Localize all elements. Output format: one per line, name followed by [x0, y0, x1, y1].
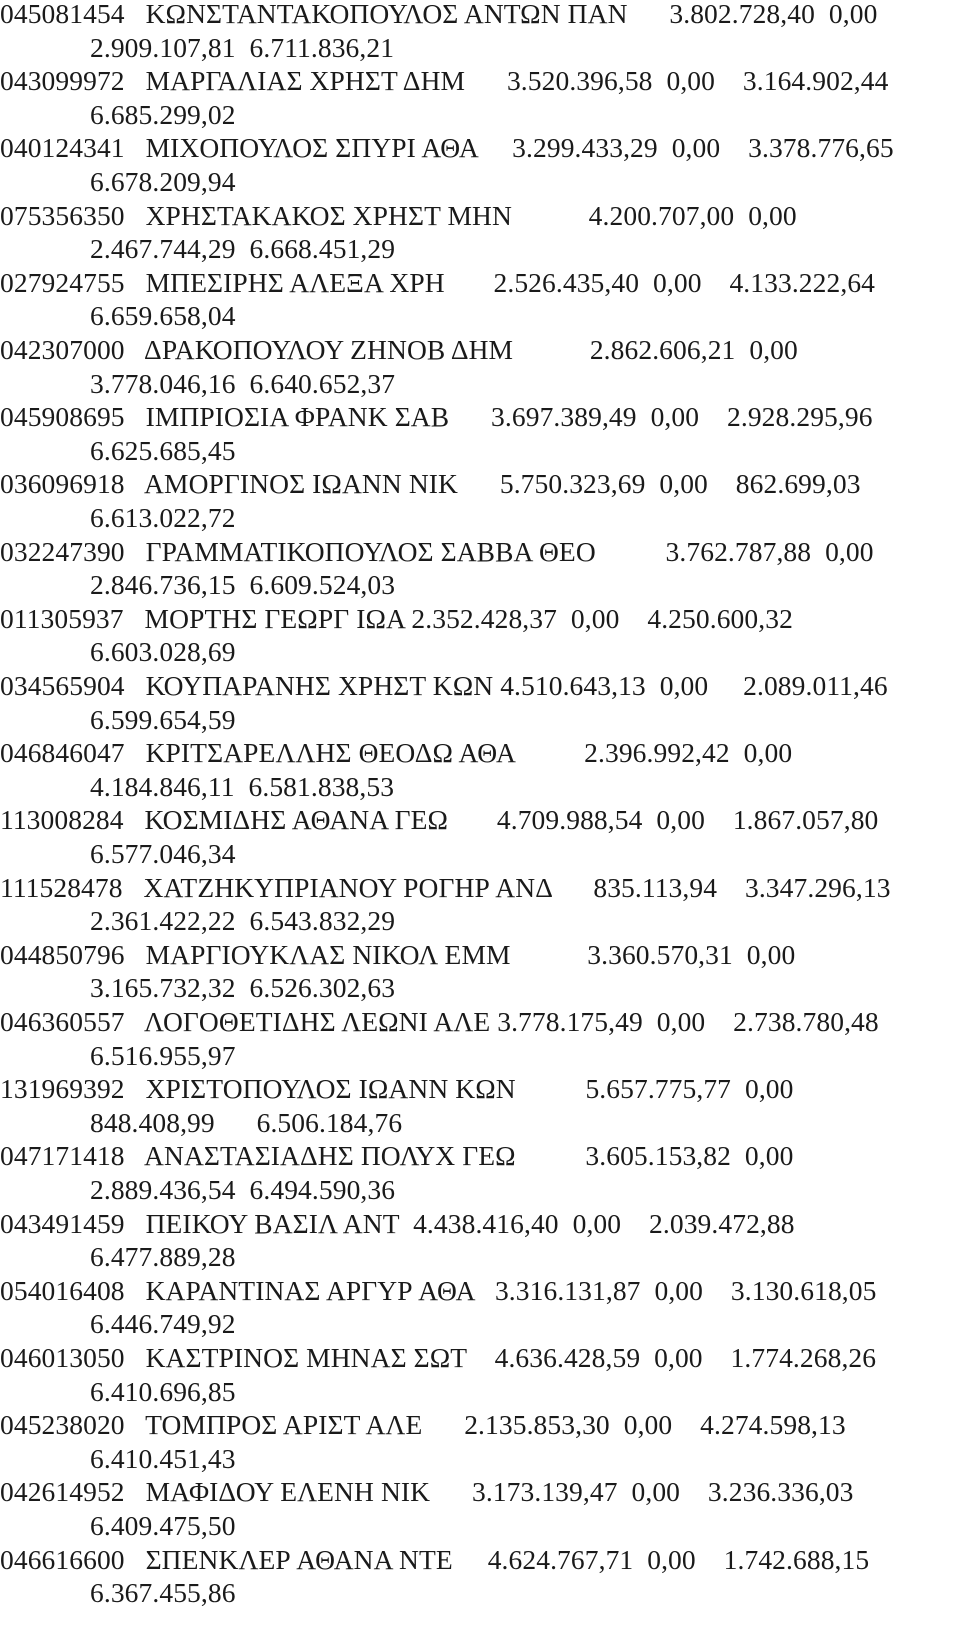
- record-line-main: 131969392 ΧΡΙΣΤΟΠΟΥΛΟΣ ΙΩΑΝΝ ΚΩΝ 5.657.775,77 0,00: [0, 1073, 794, 1105]
- record-line-continuation: 2.846.736,15 6.609.524,03: [90, 569, 396, 601]
- record-line-continuation: 6.446.749,92: [90, 1308, 236, 1340]
- record-line-continuation: 6.516.955,97: [90, 1039, 236, 1071]
- record-line-continuation: 6.678.209,94: [90, 166, 236, 197]
- record-line-continuation: 6.410.696,85: [90, 1375, 236, 1407]
- record-line-continuation: 848.408,99 6.506.184,76: [90, 1106, 403, 1138]
- record-line-main: 111528478 ΧΑΤΖΗΚΥΠΡΙΑΝΟΥ ΡΟΓΗΡ ΑΝΔ 835.113,94 3.347.296,13: [0, 871, 891, 903]
- record-line-main: 046846047 ΚΡΙΤΣΑΡΕΛΛΗΣ ΘΕΟΔΩ ΑΘΑ 2.396.992,42 0,00: [0, 737, 793, 769]
- record-line-continuation: 6.410.451,43: [90, 1442, 236, 1474]
- record-line-main: 113008284 ΚΟΣΜΙΔΗΣ ΑΘΑΝΑ ΓΕΩ 4.709.988,54 0,00 1.867.057,80: [0, 804, 879, 836]
- record-line-continuation: 2.467.744,29 6.668.451,29: [90, 233, 396, 265]
- record-line-main: 042307000 ΔΡΑΚΟΠΟΥΛΟΥ ΖΗΝΟΒ ΔΗΜ 2.862.606,21 0,00: [0, 334, 798, 365]
- record-line-continuation: 3.165.732,32 6.526.302,63: [90, 972, 396, 1004]
- record-line-continuation: 6.603.028,69: [90, 636, 236, 668]
- record-line-main: 032247390 ΓΡΑΜΜΑΤΙΚΟΠΟΥΛΟΣ ΣΑΒΒΑ ΘΕΟ 3.762.787,88 0,00: [0, 535, 874, 567]
- record-line-continuation: 4.184.846,11 6.581.838,53: [90, 770, 395, 802]
- record-line-continuation: 2.909.107,81 6.711.836,21: [90, 31, 395, 63]
- record-line-main: 043491459 ΠΕΙΚΟΥ ΒΑΣΙΛ ΑΝΤ 4.438.416,40 0,00 2.039.472,88: [0, 1207, 795, 1239]
- record-line-main: 011305937 ΜΟΡΤΗΣ ΓΕΩΡΓ ΙΩΑ 2.352.428,37 0,00 4.250.600,32: [0, 602, 793, 634]
- record-line-main: 046616600 ΣΠΕΝΚΛΕΡ ΑΘΑΝΑ ΝΤΕ 4.624.767,71 0,00 1.742.688,15: [0, 1543, 870, 1575]
- record-line-continuation: 6.477.889,28: [90, 1241, 236, 1273]
- record-line-continuation: 6.685.299,02: [90, 98, 236, 130]
- record-line-main: 045238020 ΤΟΜΠΡΟΣ ΑΡΙΣΤ ΑΛΕ 2.135.853,30 0,00 4.274.598,13: [0, 1409, 846, 1441]
- record-line-main: 054016408 ΚΑΡΑΝΤΙΝΑΣ ΑΡΓΥΡ ΑΘΑ 3.316.131,87 0,00 3.130.618,05: [0, 1274, 877, 1306]
- record-line-continuation: 3.778.046,16 6.640.652,37: [90, 367, 396, 399]
- record-line-main: 042614952 ΜΑΦΙΔΟΥ ΕΛΕΝΗ ΝΙΚ 3.173.139,47 0,00 3.236.336,03: [0, 1476, 854, 1508]
- record-line-main: 027924755 ΜΠΕΣΙΡΗΣ ΑΛΕΞΑ ΧΡΗ 2.526.435,40 0,00 4.133.222,64: [0, 266, 876, 298]
- record-line-main: 046360557 ΛΟΓΟΘΕΤΙΔΗΣ ΛΕΩΝΙ ΑΛΕ 3.778.175,49 0,00 2.738.780,48: [0, 1006, 879, 1037]
- record-line-continuation: 6.409.475,50: [90, 1510, 236, 1541]
- record-line-continuation: 2.889.436,54 6.494.590,36: [90, 1174, 396, 1205]
- record-line-continuation: 2.361.422,22 6.543.832,29: [90, 905, 396, 937]
- record-line-main: 047171418 ΑΝΑΣΤΑΣΙΑΔΗΣ ΠΟΛΥΧ ΓΕΩ 3.605.153,82 0,00: [0, 1140, 794, 1172]
- record-line-continuation: 6.659.658,04: [90, 300, 236, 332]
- record-line-continuation: 6.625.685,45: [90, 434, 236, 466]
- record-line-continuation: 6.367.455,86: [90, 1577, 236, 1609]
- record-line-main: 034565904 ΚΟΥΠΑΡΑΝΗΣ ΧΡΗΣΤ ΚΩΝ 4.510.643,13 0,00 2.089.011,46: [0, 670, 888, 701]
- record-line-continuation: 6.577.046,34: [90, 838, 236, 869]
- record-line-main: 045908695 ΙΜΠΡΙΟΣΙΑ ΦΡΑΝΚ ΣΑΒ 3.697.389,49 0,00 2.928.295,96: [0, 401, 873, 433]
- record-line-main: 043099972 ΜΑΡΓΑΛΙΑΣ ΧΡΗΣΤ ΔΗΜ 3.520.396,58 0,00 3.164.902,44: [0, 65, 889, 97]
- record-line-continuation: 6.599.654,59: [90, 703, 236, 735]
- record-line-main: 036096918 ΑΜΟΡΓΙΝΟΣ ΙΩΑΝΝ ΝΙΚ 5.750.323,69 0,00 862.699,03: [0, 468, 861, 500]
- record-line-main: 044850796 ΜΑΡΓΙΟΥΚΛΑΣ ΝΙΚΟΛ ΕΜΜ 3.360.570,31 0,00: [0, 938, 796, 970]
- record-line-main: 075356350 ΧΡΗΣΤΑΚΑΚΟΣ ΧΡΗΣΤ ΜΗΝ 4.200.707,00 0,00: [0, 199, 797, 231]
- record-line-main: 046013050 ΚΑΣΤΡΙΝΟΣ ΜΗΝΑΣ ΣΩΤ 4.636.428,59 0,00 1.774.268,26: [0, 1342, 877, 1373]
- record-line-continuation: 6.613.022,72: [90, 502, 236, 533]
- record-line-main: 040124341 ΜΙΧΟΠΟΥΛΟΣ ΣΠΥΡΙ ΑΘΑ 3.299.433,29 0,00 3.378.776,65: [0, 132, 894, 164]
- record-line-main: 045081454 ΚΩΝΣΤΑΝΤΑΚΟΠΟΥΛΟΣ ΑΝΤΩΝ ΠΑΝ 3.802.728,40 0,00: [0, 0, 878, 29]
